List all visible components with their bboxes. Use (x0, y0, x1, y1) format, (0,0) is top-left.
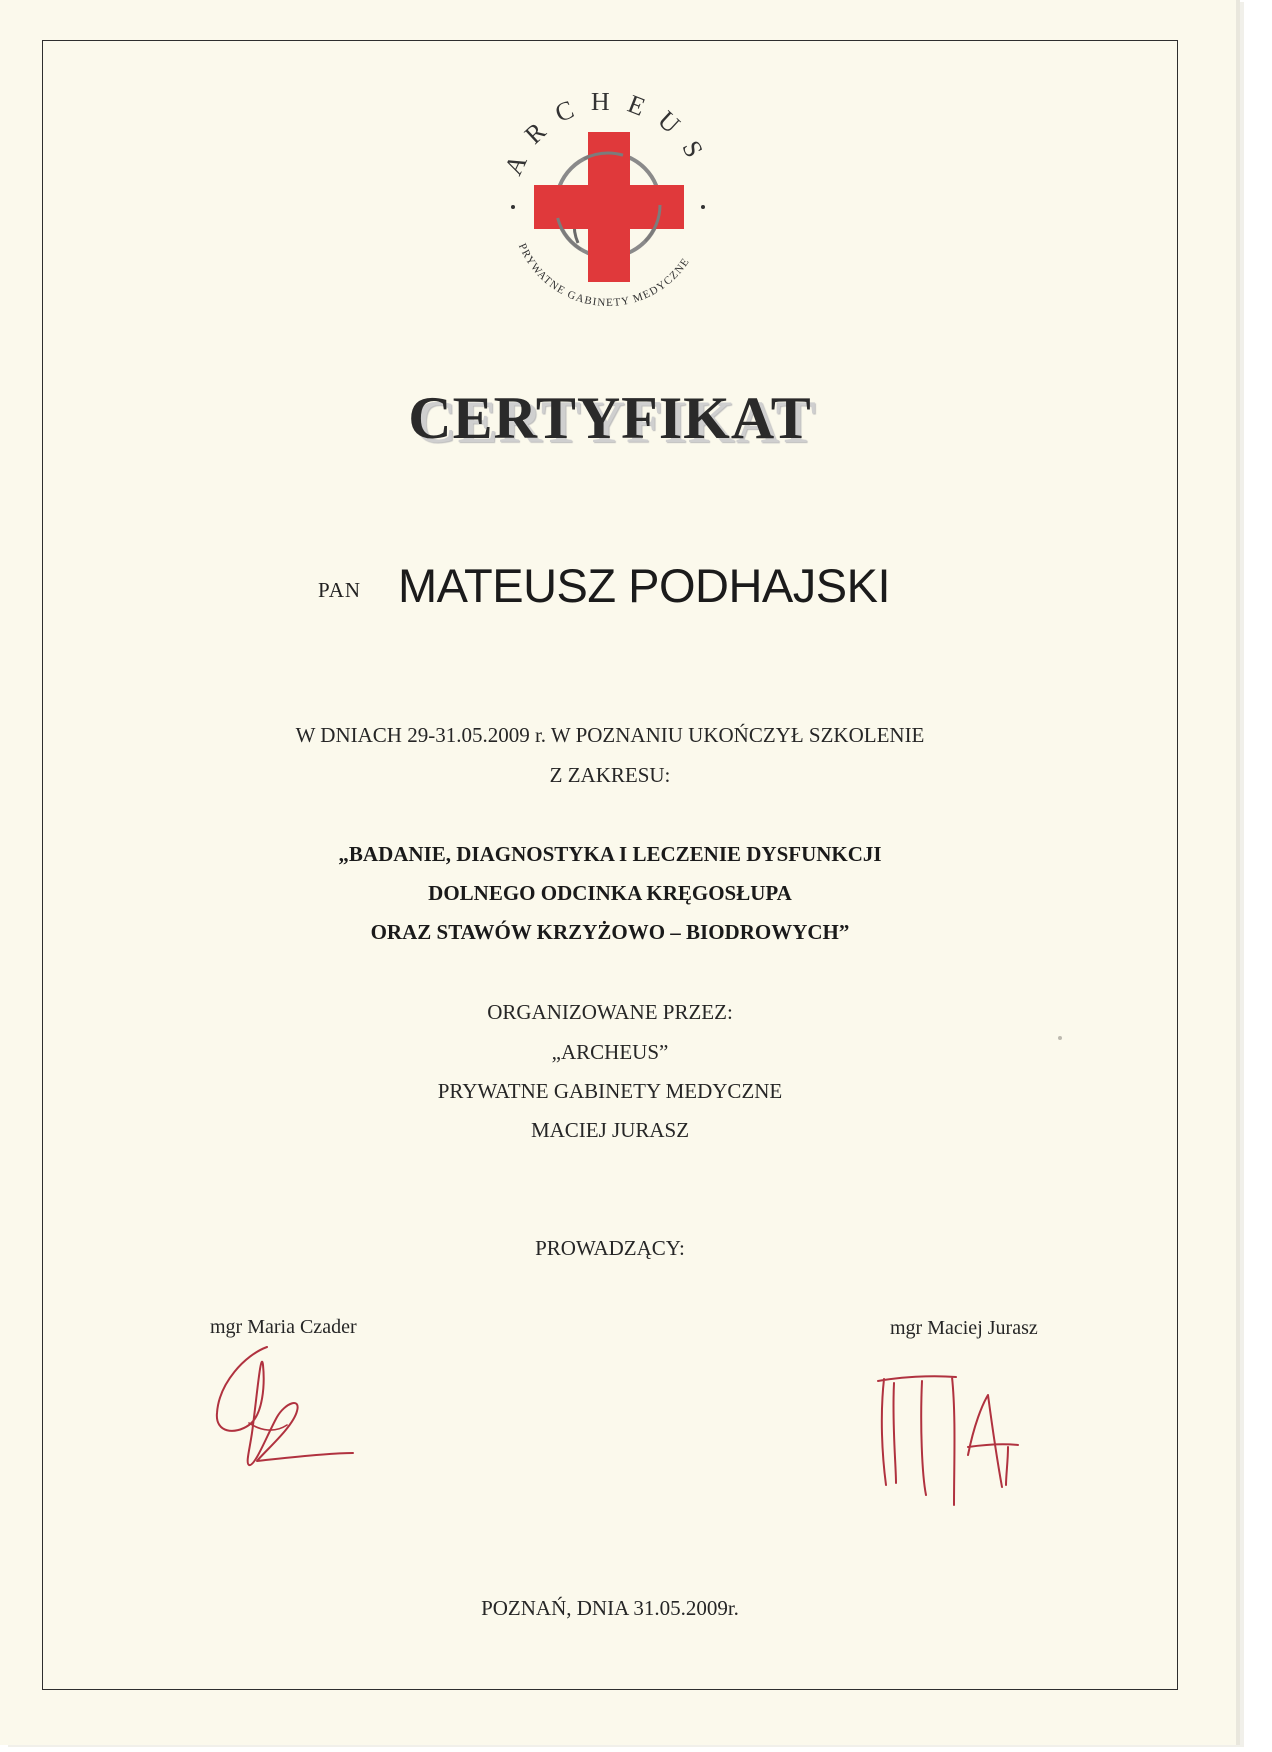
course-title-line-3: ORAZ STAWÓW KRZYŻOWO – BIODROWYCH” (370, 920, 850, 944)
organizer-name: „ARCHEUS” (551, 1040, 669, 1064)
archeus-logo (490, 80, 726, 330)
instructor-left-name: mgr Maria Czader (210, 1316, 357, 1338)
signature-right (870, 1365, 1030, 1515)
paper-speck (1058, 1036, 1062, 1040)
logo-dot-left (511, 205, 515, 209)
certificate-title: CERTYFIKAT (408, 385, 812, 451)
logo-dot-right (701, 205, 705, 209)
cross-horizontal (534, 185, 684, 229)
instructor-right-name: mgr Maciej Jurasz (890, 1317, 1038, 1339)
logo-arc-top-text: ARCHEUS (498, 86, 716, 180)
completion-statement: W DNIACH 29-31.05.2009 r. W POZNANIU UKOŃCZYŁ SZKOLENIE (295, 723, 925, 747)
logo-arc-bottom-text: PRYWATNE GABINETY MEDYCZNE (515, 241, 693, 310)
signature-left (205, 1335, 365, 1475)
place-and-date: POZNAŃ, DNIA 31.05.2009r. (481, 1596, 739, 1620)
scope-label: Z ZAKRESU: (549, 763, 671, 787)
recipient-prefix: PAN (318, 578, 362, 602)
recipient-name: MATEUSZ PODHAJSKI (398, 559, 891, 612)
organizer-label: ORGANIZOWANE PRZEZ: (487, 1000, 733, 1024)
course-title-line-1: „BADANIE, DIAGNOSTYKA I LECZENIE DYSFUNKCJI (338, 842, 882, 866)
course-title-line-2: DOLNEGO ODCINKA KRĘGOSŁUPA (428, 881, 792, 905)
organizer-description: PRYWATNE GABINETY MEDYCZNE (437, 1079, 783, 1103)
instructors-label: PROWADZĄCY: (535, 1236, 685, 1260)
organizer-person: MACIEJ JURASZ (530, 1118, 690, 1142)
